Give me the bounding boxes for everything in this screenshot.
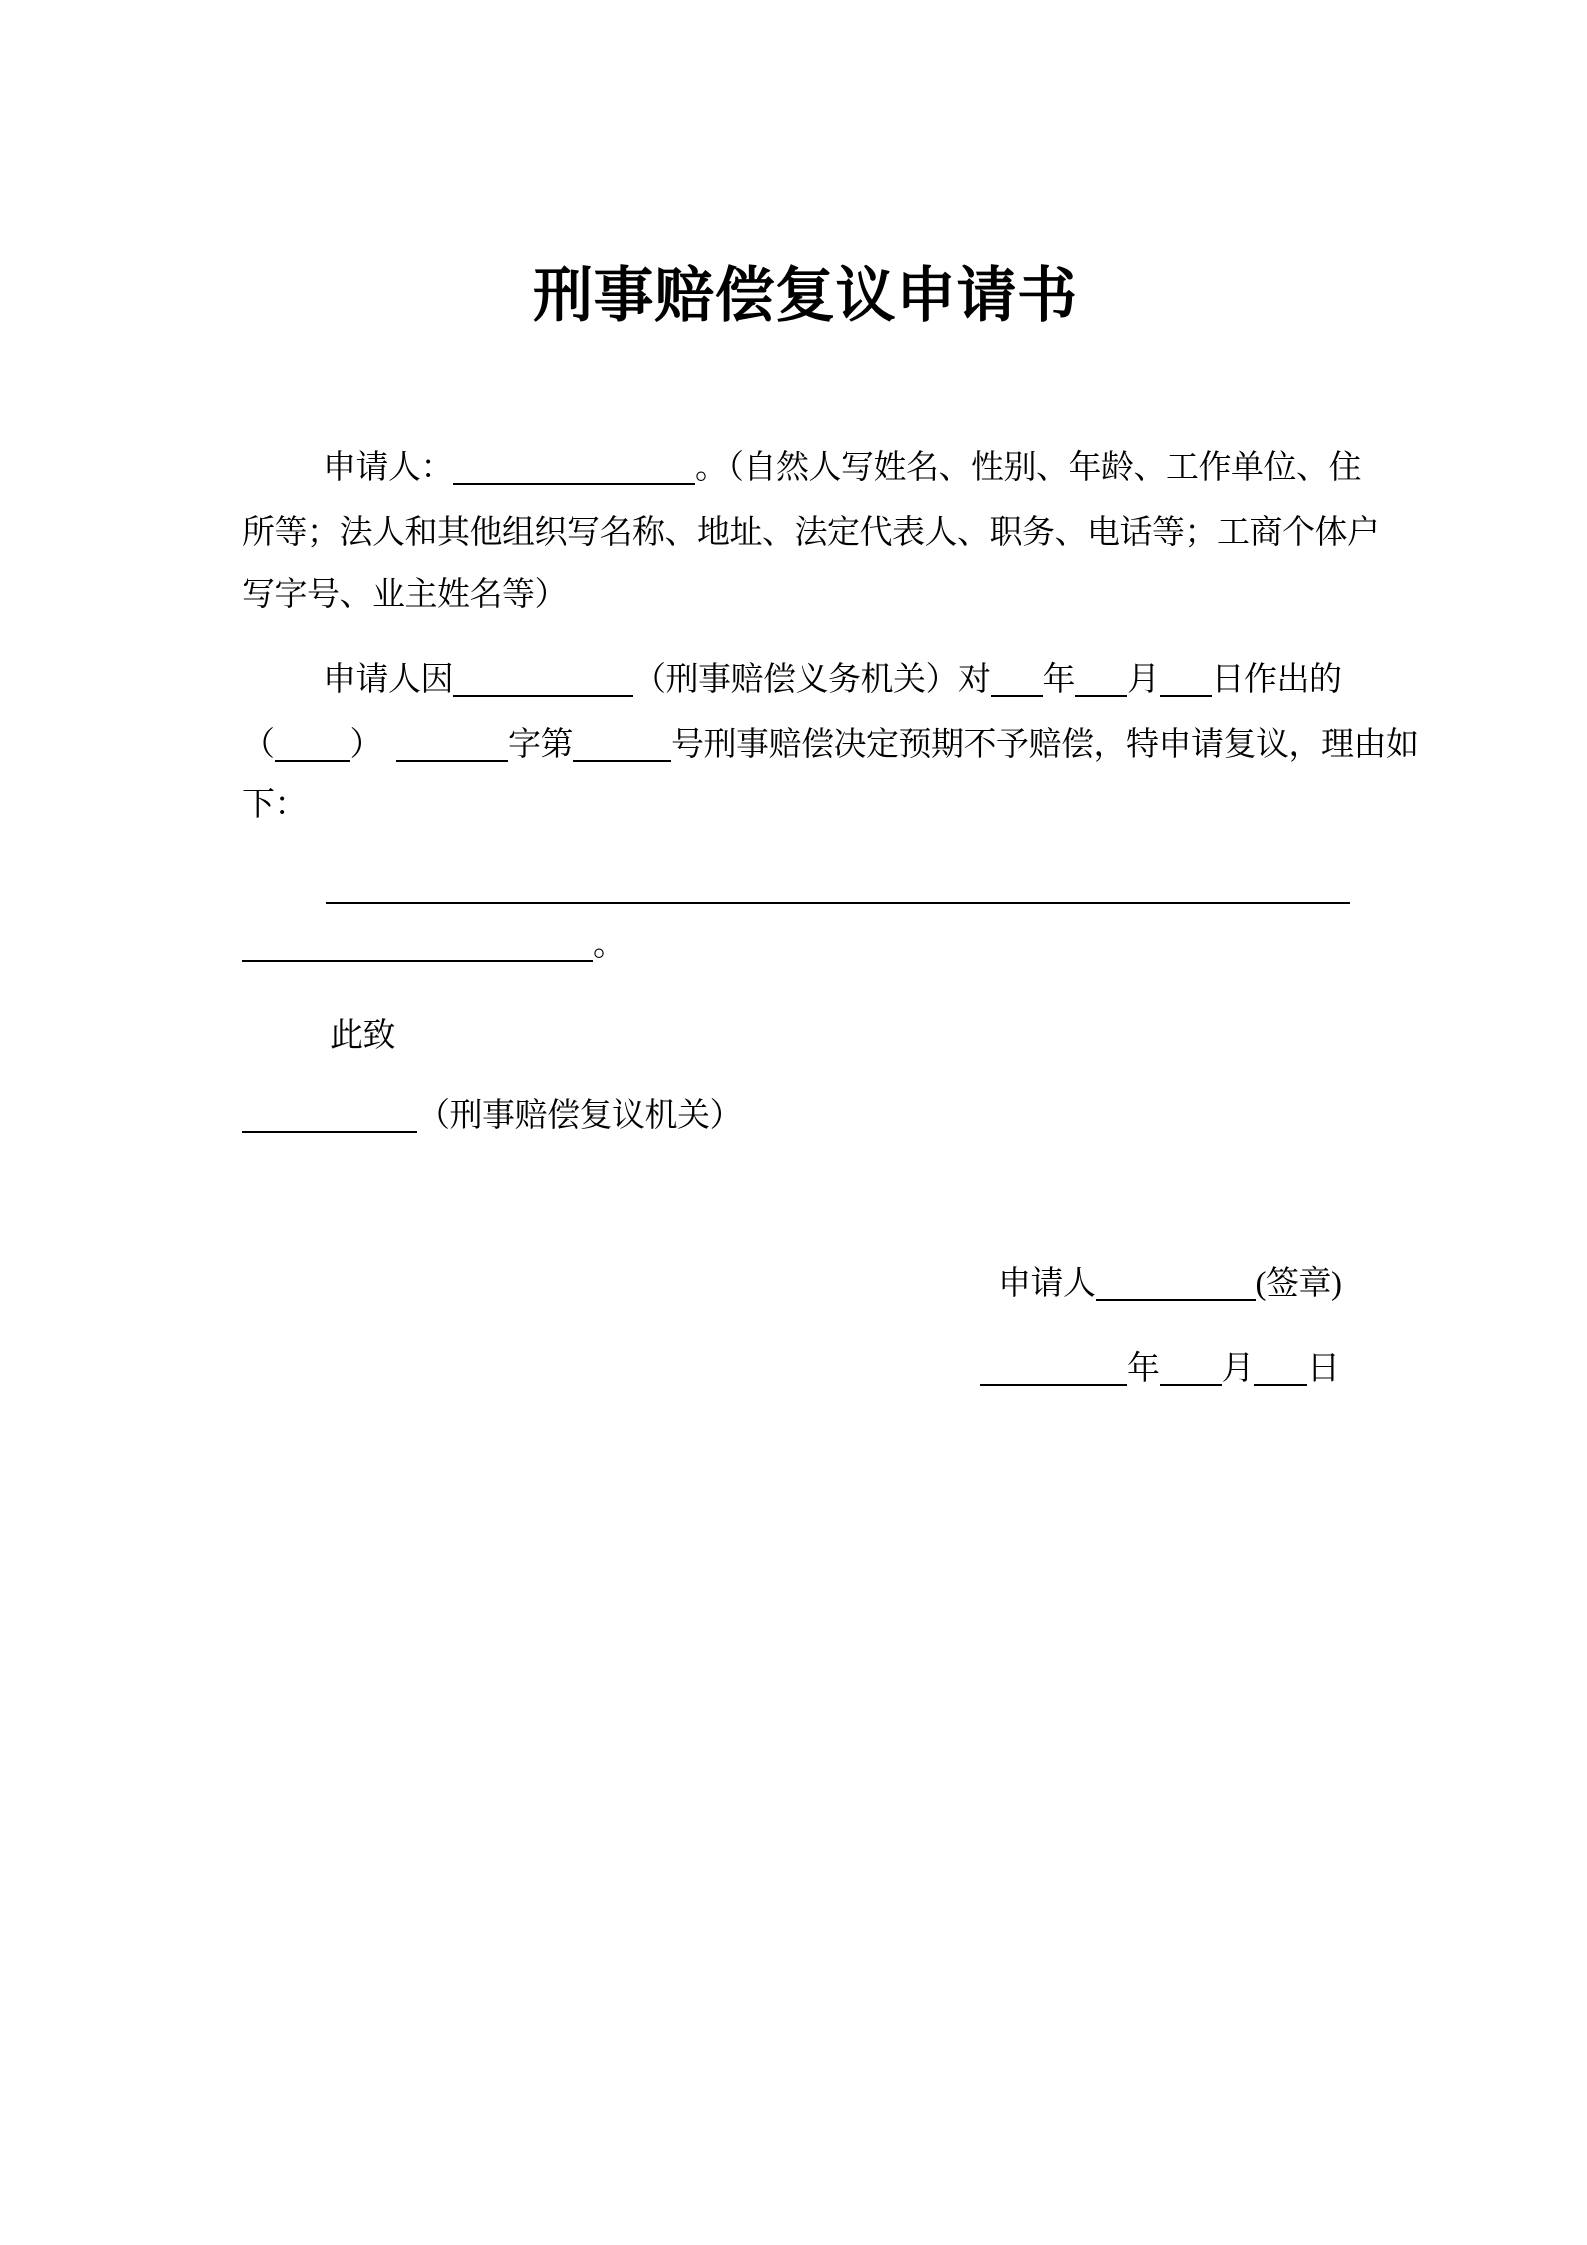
reason-text-blank-line-1 (326, 868, 1350, 904)
date-month-label: 月 (1221, 1351, 1254, 1387)
decision-month-blank (1075, 662, 1127, 697)
reason-text-blank (242, 927, 593, 962)
doc-number-open-paren: （ (242, 727, 275, 763)
doc-number-year-blank (275, 727, 350, 762)
applicant-line-1-tail: 。（自然人写姓名、性别、年龄、工作单位、住 (695, 450, 1361, 486)
decision-year-blank (991, 662, 1043, 697)
signature-name-blank (1096, 1266, 1256, 1301)
reason-line-1 (323, 662, 1342, 697)
review-organ-blank (242, 1098, 417, 1133)
reason-line-2-tail: 号刑事赔偿决定预期不予赔偿，特申请复议，理由如 (671, 727, 1419, 763)
reason-line-1-seg2: （刑事赔偿义务机关）对 (633, 662, 991, 698)
reason-line-3: 下： (242, 787, 307, 823)
reason-text-blank-line-2 (242, 927, 626, 962)
doc-number-serial-blank (573, 727, 671, 762)
date-year-label: 年 (1127, 1351, 1160, 1387)
review-organ-suffix: （刑事赔偿复议机关） (417, 1098, 742, 1134)
date-day-label: 日 (1307, 1351, 1340, 1387)
reason-line-1-tail: 日作出的 (1211, 662, 1342, 698)
closing-salute: 此致 (330, 1018, 395, 1054)
applicant-line-3: 写字号、业主姓名等） (242, 577, 567, 613)
month-char: 月 (1127, 662, 1160, 698)
signature-line (998, 1266, 1341, 1301)
date-year-blank (980, 1351, 1127, 1386)
review-organ-line (242, 1098, 742, 1133)
document-title: 刑事赔偿复议申请书 (533, 263, 1078, 329)
reason-end-period: 。 (593, 927, 626, 963)
date-line (980, 1351, 1340, 1386)
applicant-label: 申请人： (323, 450, 453, 486)
zi-di-label: 字第 (508, 727, 573, 763)
doc-number-word-blank (396, 727, 508, 762)
date-month-blank (1160, 1351, 1222, 1386)
applicant-line-2: 所等；法人和其他组织写名称、地址、法定代表人、职务、电话等；工商个体户 (242, 515, 1380, 551)
date-day-blank (1254, 1351, 1307, 1386)
decision-day-blank (1160, 662, 1212, 697)
applicant-name-blank (453, 450, 695, 485)
year-char: 年 (1042, 662, 1075, 698)
obligated-organ-blank (453, 662, 633, 697)
seal-label: (签章) (1255, 1266, 1342, 1302)
signature-applicant-label: 申请人 (998, 1266, 1096, 1302)
reason-line-2 (242, 727, 1419, 762)
doc-number-close-paren: ） (349, 727, 382, 763)
reason-line-1-seg1: 申请人因 (323, 662, 453, 698)
applicant-line-1 (323, 450, 1361, 485)
